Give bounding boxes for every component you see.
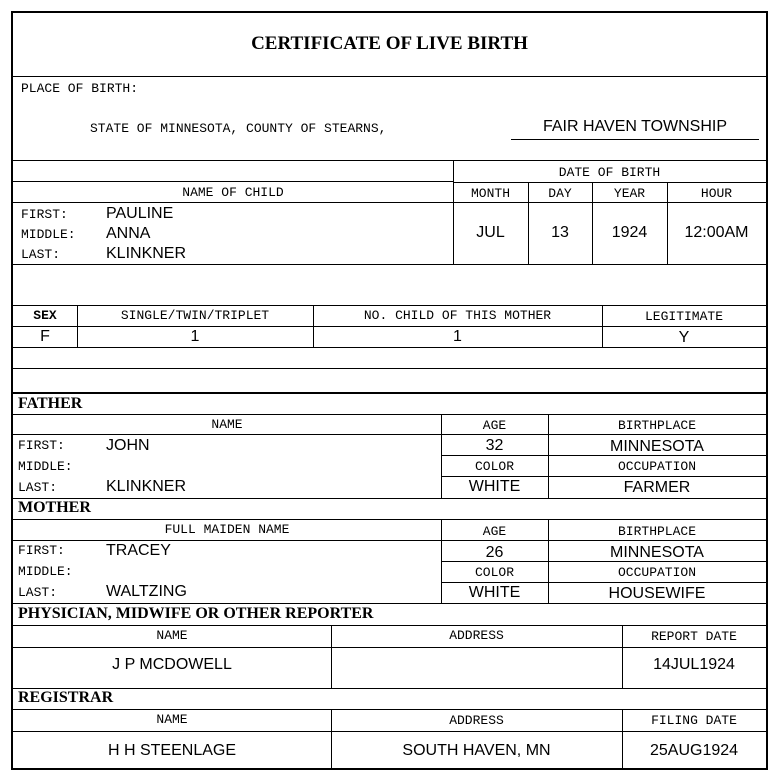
mother-section-title: MOTHER	[18, 499, 91, 516]
divider	[13, 202, 766, 203]
divider	[13, 368, 766, 369]
township-underline	[511, 139, 759, 140]
father-middle-label: MIDDLE:	[18, 459, 73, 474]
birth-hour: 12:00AM	[684, 224, 749, 241]
divider	[13, 709, 766, 710]
divider	[13, 731, 766, 732]
divider	[13, 305, 766, 306]
mother-birthplace-value: MINNESOTA	[610, 544, 704, 561]
father-first-label: FIRST:	[18, 438, 65, 453]
sex-value: F	[40, 328, 50, 345]
legitimate-label: LEGITIMATE	[644, 309, 723, 324]
birth-certificate	[11, 11, 768, 770]
registrar-section-title: REGISTRAR	[18, 689, 114, 706]
divider	[441, 476, 766, 477]
divider	[13, 347, 766, 348]
date-of-birth-header: DATE OF BIRTH	[558, 165, 661, 180]
father-last-name: KLINKNER	[106, 478, 187, 495]
divider	[13, 519, 766, 520]
divider	[13, 76, 766, 77]
divider	[13, 434, 766, 435]
divider	[441, 561, 766, 562]
divider	[13, 603, 766, 604]
physician-address-label: ADDRESS	[449, 628, 504, 643]
registrar-address-label: ADDRESS	[449, 713, 504, 728]
month-label: MONTH	[470, 186, 510, 201]
father-age-value: 32	[485, 437, 504, 454]
name-of-child-header: NAME OF CHILD	[182, 185, 284, 200]
registrar-name: H H STEENLAGE	[107, 742, 237, 759]
state-county-text: STATE OF MINNESOTA, COUNTY OF STEARNS,	[90, 121, 387, 136]
divider	[13, 498, 766, 499]
birth-year: 1924	[611, 224, 648, 241]
year-label: YEAR	[613, 186, 646, 201]
father-section-title: FATHER	[18, 395, 83, 412]
child-middle-name: ANNA	[106, 225, 151, 242]
father-age-label: AGE	[482, 418, 507, 433]
mother-age-value: 26	[485, 544, 504, 561]
township-value: FAIR HAVEN TOWNSHIP	[542, 118, 728, 135]
father-color-label: COLOR	[474, 459, 514, 474]
divider	[13, 414, 766, 415]
divider	[441, 582, 766, 583]
mother-last-label: LAST:	[18, 585, 58, 600]
father-occupation-value: FARMER	[623, 479, 691, 496]
divider	[13, 264, 766, 265]
mother-name-header: FULL MAIDEN NAME	[164, 522, 290, 537]
divider	[13, 540, 766, 541]
child-number-label: NO. CHILD OF THIS MOTHER	[363, 308, 552, 323]
filing-date: 25AUG1924	[649, 742, 739, 759]
report-date-label: REPORT DATE	[651, 629, 737, 644]
mother-birthplace-label: BIRTHPLACE	[617, 524, 696, 539]
divider	[441, 455, 766, 456]
divider	[453, 182, 766, 183]
child-number-value: 1	[453, 328, 462, 345]
child-last-name: KLINKNER	[106, 245, 187, 262]
divider	[13, 625, 766, 626]
registrar-address: SOUTH HAVEN, MN	[402, 742, 551, 759]
divider	[13, 647, 766, 648]
divider	[13, 160, 766, 161]
sex-label: SEX	[33, 308, 57, 323]
child-middle-label: MIDDLE:	[21, 227, 76, 242]
father-birthplace-value: MINNESOTA	[610, 438, 704, 455]
divider	[13, 392, 766, 394]
father-first-name: JOHN	[106, 437, 150, 454]
mother-occupation-value: HOUSEWIFE	[608, 585, 706, 602]
divider	[13, 688, 766, 689]
mother-color-value: WHITE	[468, 584, 521, 601]
physician-name: J P MCDOWELL	[112, 656, 232, 673]
plurality-label: SINGLE/TWIN/TRIPLET	[120, 308, 270, 323]
plurality-value: 1	[190, 328, 200, 345]
hour-label: HOUR	[700, 186, 733, 201]
mother-last-name: WALTZING	[106, 583, 187, 600]
legitimate-value: Y	[678, 329, 690, 346]
registrar-name-label: NAME	[156, 712, 188, 727]
physician-section-title: PHYSICIAN, MIDWIFE OR OTHER REPORTER	[18, 605, 374, 622]
child-first-name: PAULINE	[106, 205, 174, 222]
mother-color-label: COLOR	[474, 565, 514, 580]
filing-date-label: FILING DATE	[651, 713, 737, 728]
mother-first-name: TRACEY	[106, 542, 171, 559]
father-birthplace-label: BIRTHPLACE	[617, 418, 696, 433]
place-of-birth-label: PLACE OF BIRTH:	[21, 81, 139, 96]
birth-month: JUL	[476, 224, 505, 241]
birth-day: 13	[551, 224, 569, 241]
report-date: 14JUL1924	[653, 656, 735, 673]
mother-middle-label: MIDDLE:	[18, 564, 73, 579]
father-last-label: LAST:	[18, 480, 58, 495]
father-color-value: WHITE	[468, 478, 521, 495]
father-name-header: NAME	[211, 417, 243, 432]
day-label: DAY	[548, 186, 572, 201]
divider	[13, 181, 453, 182]
physician-name-label: NAME	[156, 628, 188, 643]
father-occupation-label: OCCUPATION	[617, 459, 696, 474]
certificate-title: CERTIFICATE OF LIVE BIRTH	[251, 33, 528, 54]
divider	[13, 326, 766, 327]
mother-age-label: AGE	[482, 524, 507, 539]
mother-first-label: FIRST:	[18, 543, 65, 558]
child-first-label: FIRST:	[21, 207, 68, 222]
mother-occupation-label: OCCUPATION	[617, 565, 696, 580]
child-last-label: LAST:	[21, 247, 61, 262]
